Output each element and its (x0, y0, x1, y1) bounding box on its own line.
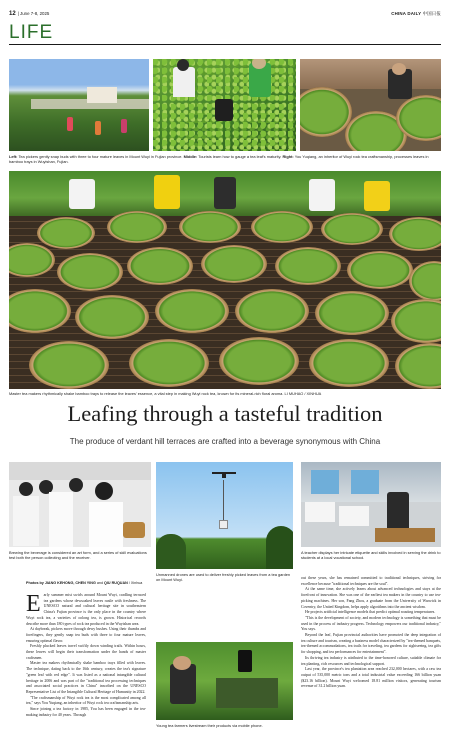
byline-names-2: QIU RUQUAN (104, 581, 128, 585)
photo-bamboo-trays (9, 171, 441, 389)
photo-tourists-learning (153, 59, 296, 151)
article-headline: Leafing through a tasteful tradition (67, 401, 383, 426)
masthead (391, 11, 441, 17)
section-rule (9, 44, 441, 45)
photo-drone-delivery (156, 462, 293, 569)
paragraph: "The craftsmanship of Wuyi rock tea is the most complicated among all tea," says You Yuqiang, an inheritor of Wuyi rock tea craftsmanship arts. (26, 695, 146, 706)
photo-tea-brewing-class (9, 462, 151, 547)
paragraph: Freshly plucked leaves travel swiftly down winding trails. Within hours, these leaves will begin their transformation under the hands of master craftsmen. (26, 644, 146, 660)
page-number-date (9, 11, 49, 17)
paper-name: CHINA DAILY (391, 11, 422, 16)
caption-text-middle: Tourists learn how to gauge a tea leaf's maturity. (198, 154, 282, 159)
photo-livestream (156, 642, 293, 720)
page-number: 12 (9, 11, 16, 17)
issue-date: | June 7-8, 2025 (17, 11, 50, 16)
top-photos-caption (9, 154, 441, 164)
paper-name-cn: 中国日报 (422, 11, 441, 16)
caption-label-left: Left: (9, 154, 18, 159)
page-header (9, 9, 441, 19)
caption-drone: Unmanned drones are used to deliver freshly picked leaves from a tea garden on Mount Wuyi. (156, 572, 291, 582)
section-title: LIFE (9, 22, 54, 43)
photo-etiquette-class (301, 462, 441, 547)
drop-cap: E (26, 593, 41, 617)
photo-byline (26, 581, 146, 586)
drone-icon (212, 472, 236, 480)
photo-tea-pickers (9, 59, 149, 151)
paragraph: arly summer mist swirls around Mount Wuyi, cradling terraced tea gardens whose dewsoaked leaves rustle with freshness. The UNESCO natural and cultural heritage site in southeastern China's Fujian province is the only place in the country where Wuyi rock tea, a varieties of oolong tea, is grown. Historical records describe more than 180 types of rock tea produced in the Wuyishan area. (26, 593, 146, 626)
caption-livestream: Young tea farmers livestream their products via mobile phone. (156, 723, 263, 728)
paragraph: "This is the development of society, and modern technology is something that must be used in the process of industry progress. Technology empowers our traditional industry," You says. (301, 615, 441, 632)
paragraph: out these years, she has remained committed to traditional techniques, striving for excellence because "traditional techniques are the soul". (301, 576, 441, 586)
paragraph: Its thriving tea industry is attributed to the time-honored culture, suitable climate for tea planting, rich resources and technological support. (301, 655, 441, 666)
paragraph: He projects artificial intelligence models that predict optimal roasting temperatures. (305, 610, 436, 615)
caption-text-left: Tea pickers gently snap buds with three to four mature leaves in Mount Wuyi in Fujian province. (18, 154, 183, 159)
caption-text-right: You Yuqiang, an inheritor of Wuyi rock tea craftsmanship, processes leaves in bamboo trays in Wuyishan, Fujian. (9, 154, 429, 164)
caption-label-middle: Middle: (183, 154, 198, 159)
article-column-2 (301, 576, 441, 743)
caption-label-right: Right: (282, 154, 294, 159)
photo-tea-processing (300, 59, 441, 151)
byline-agency: / Xinhua (128, 581, 143, 585)
paragraph: Last year, the province's tea plantation area reached 232,000 hectares, with a raw tea output of 535,000 metric tons and a total industrial value exceeding 166 billion yuan ($23.16 billion). Mount Wuyi welcomed 18.81 million visitors, generating tourism revenue of 31.2 billion yuan. (301, 667, 441, 689)
paragraph: Beyond the leaf, Fujian provincial authorities have promoted the deep integration of tea culture and tourism, creating a business model characterized by "tea-themed banquets, tea-themed accommodations, tea trails for traveling, tea gardens for sightseeing, tea gifts for shopping, and tea performances for entertainment". (301, 633, 441, 655)
article-deck: The produce of verdant hill terraces are crafted into a beverage synonymous with China (69, 437, 381, 446)
byline-names: JIANG KEHONG, CHEN YING (44, 581, 96, 585)
byline-label: Photos by (26, 581, 44, 585)
paragraph: Master tea makers rhythmically shake bamboo trays filled with leaves. The technique, dating back to the 16th century, creates the tea's signature "green leaf with red edge". It was listed as a national intangible cultural heritage in 2006 and was part of the "traditional tea processing techniques and associated social practices in China" inscribed on the UNESCO Representative List of the Intangible Cultural Heritage of Humanity in 2022. (26, 661, 146, 694)
caption-tea-brewing: Brewing the beverage is considered an art form, and a series of skill evaluations test both the person collecting and the receiver. (9, 550, 147, 560)
big-photo-caption: Master tea makers rhythmically shake bamboo trays to release the leaves' essence, a vital step in making Wuyi rock tea, known for its mineral-rich floral aroma. LI MUHAO / XINHUA (9, 391, 322, 396)
article-column-1 (26, 593, 146, 743)
caption-etiquette: A teacher displays her intricate etiquette and skills involved in serving the drink to students at a local vocational school. (301, 550, 441, 560)
paragraph: Since joining a tea factory in 1985, You has been engaged in the tea-making industry for 40 years. Through (26, 707, 146, 717)
byline-and: and (96, 581, 103, 585)
paragraph: At daybreak, pickers move through dewy bushes. Using their thumbs and forefingers, they gently snap tea buds with three to four mature leaves, ensuring optimal flavor. (26, 627, 146, 643)
paragraph: At the same time, she actively learns about advanced technologies and stays at the forefront of innovation. She was one of the earliest tea makers in the country to use tea-picking machines. Her son, Fang Zhou, a graduate from the University of Warwick in Coventry, the United Kingdom, helps apply algorithms into the ancient wisdom. (301, 587, 441, 609)
